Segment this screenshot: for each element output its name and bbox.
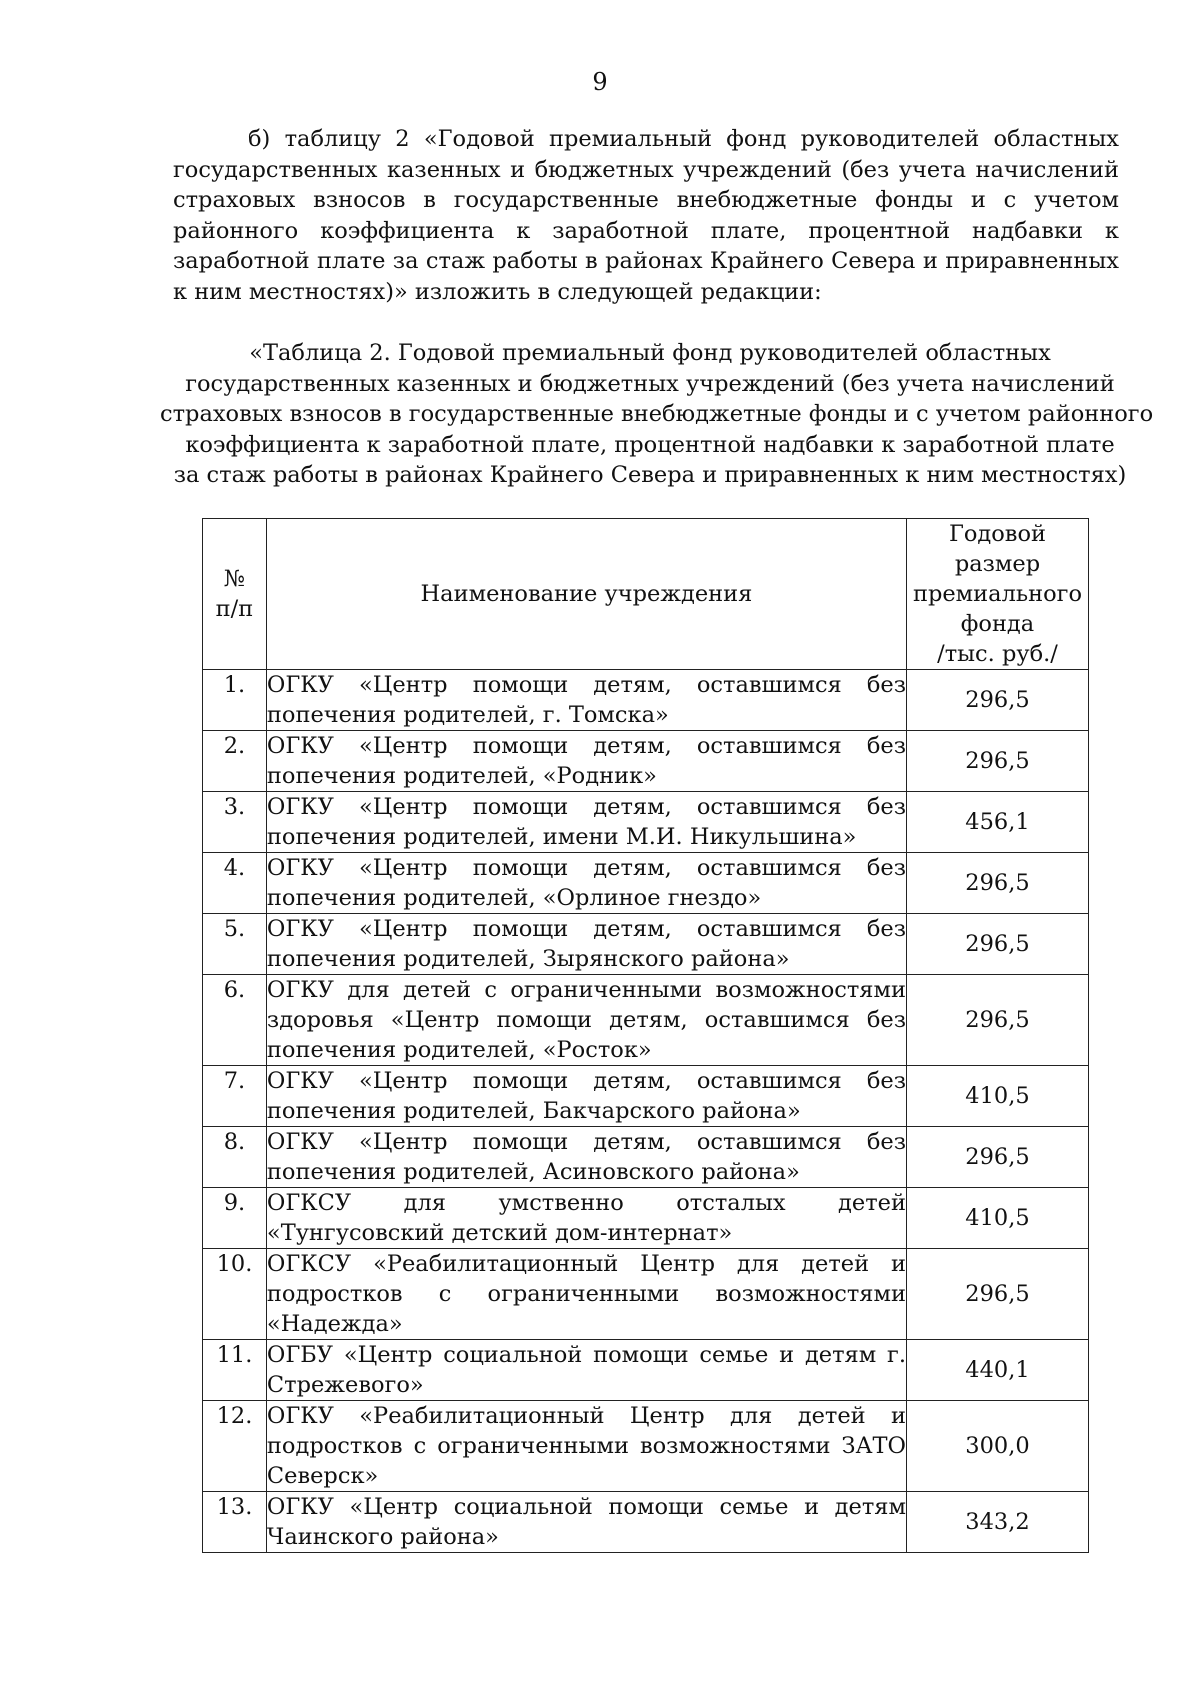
table-row: [203, 1188, 1089, 1249]
fund-amount: 296,5: [907, 1127, 1089, 1188]
header-annual-fund: [907, 519, 1089, 670]
row-number: 10.: [203, 1249, 267, 1340]
institution-name: ОГКУ «Центр помощи детям, оставшимся без попечения родителей, «Орлиное гнездо»: [266, 853, 906, 914]
intro-paragraph: б) таблицу 2 «Годовой премиальный фонд руководителей областных государственных казенных и бюджетных учреждений (без учета начислений страховых взносов в государственные внебюджетные фонды и с учетом районного коэффициента к заработной плате, процентной надбавки к заработной плате за стаж работы в районах Крайнего Севера и приравненных к ним местностях)» изложить в следующей редакции:: [173, 126, 1119, 305]
institution-name: ОГКУ «Центр помощи детям, оставшимся без попечения родителей, г. Томска»: [266, 670, 906, 731]
table-row: [203, 975, 1089, 1066]
row-number: 2.: [203, 731, 267, 792]
table-row: [203, 670, 1089, 731]
institution-name: ОГКУ «Центр помощи детям, оставшимся без попечения родителей, «Родник»: [266, 731, 906, 792]
table-row: [203, 1066, 1089, 1127]
fund-amount: 296,5: [907, 670, 1089, 731]
fund-amount: 410,5: [907, 1066, 1089, 1127]
table-row: [203, 1127, 1089, 1188]
caption-line: государственных казенных и бюджетных учреждений (без учета начислений: [185, 370, 1115, 397]
fund-amount: 440,1: [907, 1340, 1089, 1401]
table-row: [203, 1401, 1089, 1492]
institution-name: ОГКСУ для умственно отсталых детей «Тунгусовский детский дом-интернат»: [266, 1188, 906, 1249]
table-caption: [160, 338, 1154, 491]
fund-amount: 296,5: [907, 975, 1089, 1066]
fund-amount: 300,0: [907, 1401, 1089, 1492]
row-number: 13.: [203, 1492, 267, 1553]
header-number: [203, 519, 267, 670]
fund-amount: 296,5: [907, 853, 1089, 914]
table-header-row: [203, 519, 1089, 670]
header-number-abbr: п/п: [215, 596, 254, 622]
table-row: [203, 914, 1089, 975]
header-fund-line: Годовой: [948, 521, 1047, 547]
caption-line: коэффициента к заработной плате, процентной надбавки к заработной плате: [185, 431, 1115, 458]
table-row: [203, 792, 1089, 853]
caption-line: «Таблица 2. Годовой премиальный фонд руководителей областных: [249, 340, 1051, 366]
row-number: 8.: [203, 1127, 267, 1188]
institution-name: ОГКУ «Центр помощи детям, оставшимся без попечения родителей, имени М.И. Никульшина»: [266, 792, 906, 853]
row-number: 12.: [203, 1401, 267, 1492]
row-number: 3.: [203, 792, 267, 853]
table-row: [203, 1249, 1089, 1340]
fund-amount: 410,5: [907, 1188, 1089, 1249]
institution-name: ОГКУ «Центр помощи детям, оставшимся без попечения родителей, Асиновского района»: [266, 1127, 906, 1188]
row-number: 9.: [203, 1188, 267, 1249]
row-number: 7.: [203, 1066, 267, 1127]
institution-name: ОГКУ для детей с ограниченными возможностями здоровья «Центр помощи детям, оставшимся без попечения родителей, «Росток»: [266, 975, 906, 1066]
header-fund-line: фонда: [960, 611, 1035, 637]
table-row: [203, 853, 1089, 914]
row-number: 11.: [203, 1340, 267, 1401]
table-row: [203, 731, 1089, 792]
caption-line: страховых взносов в государственные внебюджетные фонды и с учетом районного: [160, 401, 1154, 427]
fund-amount: 296,5: [907, 914, 1089, 975]
row-number: 1.: [203, 670, 267, 731]
page-number: 9: [592, 68, 608, 96]
institution-name: ОГКСУ «Реабилитационный Центр для детей и подростков с ограниченными возможностями «Надежда»: [266, 1249, 906, 1340]
fund-amount: 456,1: [907, 792, 1089, 853]
table-row: [203, 1340, 1089, 1401]
fund-amount: 296,5: [907, 1249, 1089, 1340]
header-fund-line: /тыс. руб./: [937, 641, 1058, 667]
fund-amount: 343,2: [907, 1492, 1089, 1553]
institution-name: ОГКУ «Реабилитационный Центр для детей и подростков с ограниченными возможностями ЗАТО Северск»: [266, 1401, 906, 1492]
institution-name: ОГКУ «Центр помощи детям, оставшимся без попечения родителей, Зырянского района»: [266, 914, 906, 975]
fund-amount: 296,5: [907, 731, 1089, 792]
header-fund-line: размер: [954, 551, 1041, 577]
row-number: 5.: [203, 914, 267, 975]
row-number: 4.: [203, 853, 267, 914]
header-number-symbol: №: [223, 566, 246, 592]
fund-table: [202, 518, 1089, 1553]
row-number: 6.: [203, 975, 267, 1066]
institution-name: ОГКУ «Центр помощи детям, оставшимся без попечения родителей, Бакчарского района»: [266, 1066, 906, 1127]
institution-name: ОГБУ «Центр социальной помощи семье и детям г. Стрежевого»: [266, 1340, 906, 1401]
caption-line: за стаж работы в районах Крайнего Севера и приравненных к ним местностях): [173, 462, 1127, 488]
institution-name: ОГКУ «Центр социальной помощи семье и детям Чаинского района»: [266, 1492, 906, 1553]
table-row: [203, 1492, 1089, 1553]
header-institution-name: Наименование учреждения: [266, 519, 906, 670]
header-fund-line: премиального: [912, 581, 1083, 607]
